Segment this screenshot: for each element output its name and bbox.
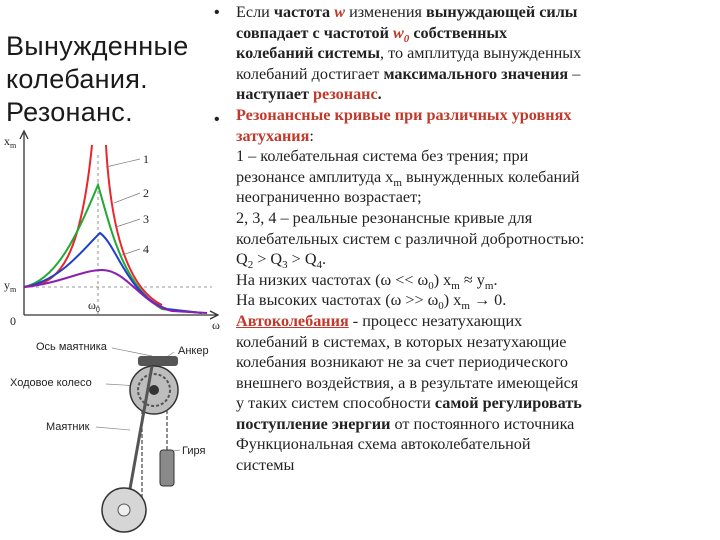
origin-label: 0 [10, 314, 16, 328]
pendulum-axis-label: Ось маятника [36, 341, 107, 353]
bullet-2: • [214, 111, 220, 128]
text-line: системы [236, 456, 295, 475]
text-line: наступает резонанс. [236, 85, 382, 104]
text-line: внешнего воздействия, а в результате имеющейся [236, 373, 579, 392]
title-line-1: Вынужденные [6, 31, 189, 61]
weight [160, 450, 174, 486]
ym-tick-label: $y_m$ [4, 278, 17, 294]
title-line-2: колебания. [6, 64, 148, 94]
curve-label-4: 4 [143, 242, 149, 256]
text-line: Автоколебания - процесс незатухающих [236, 311, 523, 330]
text-line: Если частота w изменения вынуждающей силы [236, 3, 578, 21]
weight-label: Гиря [182, 445, 206, 457]
y-axis-label: $x_m$ [4, 134, 17, 150]
pendulum-label: Маятник [46, 421, 90, 433]
curve-label-2: 2 [143, 186, 149, 200]
omega0-tick-label: $\omega_0$ [88, 298, 100, 314]
curve-label-3: 3 [143, 212, 149, 226]
pendulum-clock-figure [2, 330, 230, 540]
text-line: колебательных систем с различной добротностью: [236, 229, 585, 248]
text-line: резонансе амплитуда $x_m$ вынужденных колебаний [236, 167, 580, 189]
text-line: совпадает с частотой $w_0$ собственных [236, 23, 508, 45]
text-line: На высоких частотах $(\omega >> \omega_0)$ $x_m \to 0$. [236, 291, 507, 313]
text-line: неограниченно возрастает; [236, 188, 422, 207]
text-line: колебания возникают не за счет периодического [236, 353, 568, 372]
text-line: 2, 3, 4 – реальные резонансные кривые для [236, 208, 533, 227]
title-line-3: Резонанс. [6, 97, 133, 127]
text-line: затухания: [236, 126, 314, 145]
text-line: колебаний системы, то амплитуда вынужденных [236, 44, 582, 63]
curve-label-1: 1 [143, 152, 149, 166]
x-axis-label: ω [212, 318, 220, 332]
text-line: поступление энергии от постоянного источника [236, 414, 575, 433]
anchor-label: Анкер [178, 345, 209, 357]
escape-wheel-label: Ходовое колесо [10, 377, 92, 389]
text-line: Функциональная схема автоколебательной [236, 435, 531, 454]
curve-label-leaders [106, 159, 140, 255]
text-line: На низких частотах $(\omega << \omega_0)$ $x_m \approx y_m$. [236, 270, 498, 292]
axes [20, 131, 218, 319]
text-line: Резонансные кривые при различных уровнях [236, 105, 572, 124]
bullet-1: • [214, 4, 220, 21]
curve-1-left [24, 145, 92, 287]
text-line: $Q_2 > Q_3 > Q_4$. [236, 250, 327, 272]
body-text [236, 2, 718, 476]
anchor [138, 356, 178, 366]
text-line: у таких систем способности самой регулировать [236, 394, 582, 413]
text-line: колебаний достигает максимального значения – [236, 64, 581, 83]
text-line: колебаний в системах, в которых незатухающие [236, 332, 567, 351]
slide-title [6, 30, 226, 129]
text-line: 1 – колебательная система без трения; при [236, 147, 529, 166]
resonance-curves-figure [2, 125, 230, 333]
